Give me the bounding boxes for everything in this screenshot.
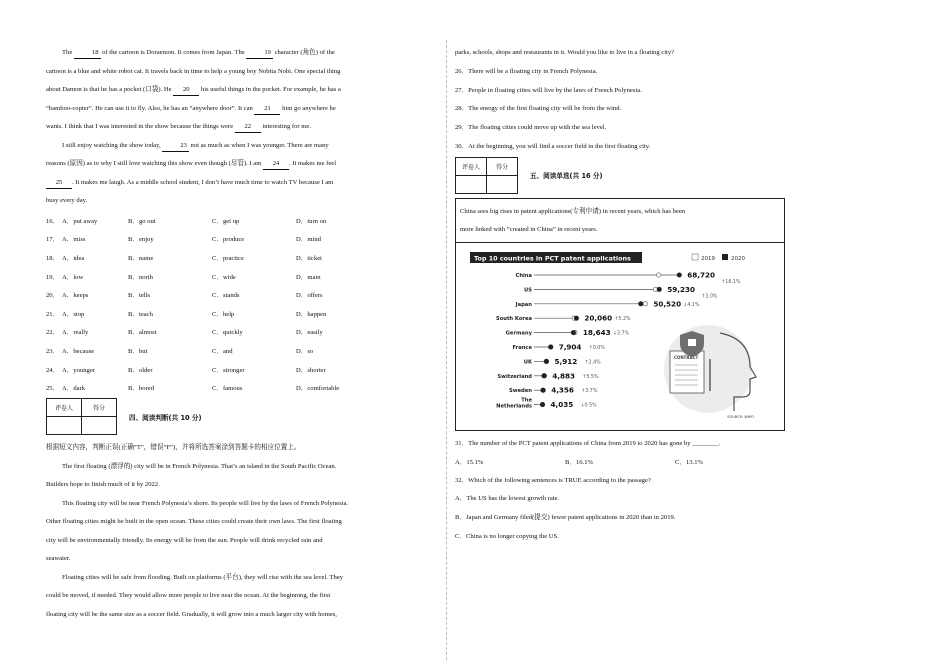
cloze-options (46, 211, 436, 397)
option-row (46, 303, 436, 322)
value-label: 68,720 (687, 270, 716, 280)
dot-2020 (548, 344, 553, 349)
change-label: ↑3.0% (701, 294, 718, 300)
tf-question: 29．The floating cities could move up with the sea level. (455, 124, 607, 132)
blank-number: 18 (74, 48, 101, 59)
option-b[interactable]: B．north (128, 273, 153, 281)
intro-line: more linked with “created in China” in recent years. (460, 226, 598, 234)
grader-cell[interactable] (47, 417, 82, 435)
option-d[interactable]: D．shorter (296, 366, 326, 374)
grader-label: 评卷人 (456, 157, 487, 175)
intro-line: China sees big rises in patent applications(专利申请) in recent years, which has been (460, 207, 686, 215)
dot-2020 (542, 373, 547, 378)
option-row (46, 229, 436, 248)
blank-number: 24 (263, 159, 289, 170)
reading-line: Builders hope to finish much of it by 2022. (46, 481, 160, 489)
blank-number: 19 (246, 48, 273, 59)
country-label: South Korea (495, 315, 532, 322)
option-row (46, 285, 436, 304)
passage-line (46, 81, 436, 100)
option-a[interactable]: A．idea (62, 254, 85, 262)
option-b[interactable]: B．almost (128, 329, 157, 337)
option-d[interactable]: D．happen (296, 310, 327, 318)
section4-title: 四、阅读判断(共 10 分) (129, 413, 202, 422)
option-c[interactable]: C．famous (212, 385, 243, 393)
option-row (46, 248, 436, 267)
score-cell[interactable] (82, 417, 117, 435)
value-label: 4,883 (552, 371, 576, 381)
change-label: ↓0.5% (580, 403, 597, 409)
value-label: 4,035 (550, 399, 574, 409)
legend-2020-label: 2020 (731, 255, 745, 262)
question-number: 16． (46, 217, 60, 225)
passage-text: not as much as when I was younger. There are many (188, 141, 329, 149)
option-d[interactable]: D．main (296, 273, 321, 281)
grader-cell[interactable] (456, 175, 487, 193)
right-column (455, 44, 785, 547)
dot-2020 (544, 359, 549, 364)
chart-row (506, 328, 630, 337)
option-c[interactable]: C．stronger (212, 366, 245, 374)
q32-option-b[interactable]: B．Japan and Germany filed(提交) fewer patent applications in 2020 than in 2019. (455, 514, 676, 522)
passage-text: “bamboo-copter”. He can use it to fly. Also, he has an “anywhere door”. It can (46, 104, 255, 112)
section5-header (455, 157, 785, 194)
option-b[interactable]: B．go out (128, 217, 156, 225)
option-b[interactable]: B．name (128, 254, 154, 262)
reading-line: This floating city will be near French Polynesia’s shore. Its people will live by the laws of French Polynesia. (62, 499, 349, 507)
country-label: Sweden (509, 387, 532, 394)
tf-question: 26．There will be a floating city in French Polynesia. (455, 67, 598, 75)
passage-line (46, 137, 436, 156)
option-c[interactable]: C．stands (212, 292, 240, 300)
q31-option-a[interactable]: A．15.1% (455, 458, 484, 466)
passage-text: The (62, 49, 74, 56)
option-c[interactable]: C．and (212, 347, 233, 355)
q32-option-c[interactable]: C．China is no longer copying the US. (455, 532, 559, 540)
option-a[interactable]: A．younger (62, 366, 95, 374)
option-a[interactable]: A．low (62, 273, 84, 281)
change-label: ↑5.5% (582, 374, 599, 380)
option-a[interactable]: A．put away (62, 217, 98, 225)
cloze-passage (46, 44, 436, 137)
value-label: 20,060 (584, 313, 613, 323)
reading-line: floating city will be the same size as a soccer field. Gradually, it will grow into a much larger city with homes, (46, 610, 337, 618)
passage-text: of the cartoon is Doraemon. It comes from Japan. The (100, 49, 247, 56)
option-d[interactable]: D．ticket (296, 254, 323, 262)
dot-2020 (677, 272, 682, 277)
contract-illustration-icon (664, 325, 756, 413)
value-label: 50,520 (653, 299, 682, 309)
option-b[interactable]: B．enjoy (128, 236, 154, 244)
reading-line: Other floating cities might be built in the open ocean. These cities could create their own laws. The first floating (46, 518, 342, 526)
q31-option-c[interactable]: C．13.1% (675, 458, 704, 466)
country-label: France (512, 344, 532, 351)
question-number: 25． (46, 385, 60, 393)
dot-2020 (638, 301, 643, 306)
left-column (46, 44, 436, 624)
score-label: 得分 (82, 399, 117, 417)
section4-instruction: 根据短文内容，判断正误(正确“T”，错误“F”)，并将所选答案涂到答题卡的相应位置上。 (46, 444, 301, 452)
dot-2020 (571, 330, 576, 335)
chart-source: SOURCE: WIPO (727, 414, 754, 419)
passage-line (46, 44, 436, 63)
passage-line (46, 118, 436, 137)
passage-line (46, 174, 436, 193)
passage-line (46, 63, 436, 82)
option-b[interactable]: B．tells (128, 292, 150, 300)
chart-row (524, 285, 718, 300)
option-row (46, 378, 436, 397)
chart-row (496, 313, 631, 322)
blank-number: 22 (235, 122, 261, 133)
contract-label: CONTRACT (674, 354, 699, 360)
option-b[interactable]: B．but (128, 347, 148, 355)
option-a[interactable]: A．keeps (62, 292, 89, 300)
score-box (46, 398, 117, 435)
chart-intro (456, 199, 784, 243)
blank-number: 23 (162, 141, 189, 152)
legend-2020-swatch (722, 254, 728, 260)
value-label: 5,912 (554, 356, 578, 366)
question-32: 32．Which of the following sentences is TRUE according to the passage? (455, 476, 651, 484)
q31-options (455, 454, 785, 472)
option-d[interactable]: D．offers (296, 292, 323, 300)
passage-text: I still enjoy watching the show today, (62, 141, 163, 149)
option-c[interactable]: C．wide (212, 273, 236, 281)
passage-text: cartoon is a blue and white robot cat. It travels back in time to help a young boy Nobita Nobi. One special thing (46, 67, 341, 75)
q32-option-a[interactable]: A．The US has the lowest growth rate. (455, 495, 560, 503)
country-label: Switzerland (497, 373, 532, 380)
country-label: China (515, 272, 532, 279)
value-label: 7,904 (558, 342, 582, 352)
passage-continuation: parks, schools, shops and restaurants in it. Would you like to live in a floating city? (455, 49, 675, 56)
dot-2020 (540, 402, 545, 407)
section4-header (46, 398, 436, 435)
option-c[interactable]: C．get up (212, 217, 240, 225)
reading-box (455, 198, 785, 431)
dot-2019 (643, 301, 647, 305)
passage-text: reasons (原因) as to why I still love watching this show even though (尽管). I am (46, 160, 264, 167)
option-row (46, 322, 436, 341)
option-row (46, 359, 436, 378)
score-cell[interactable] (487, 175, 518, 193)
option-d[interactable]: D．turn on (296, 217, 327, 225)
reading-passage (46, 458, 436, 625)
tf-question: 27．People in floating cities will live by the laws of French Polynesia. (455, 86, 642, 94)
option-d[interactable]: D．comfortable (296, 385, 340, 393)
value-label: 4,356 (551, 385, 574, 395)
option-a[interactable]: A．dark (62, 385, 86, 393)
question-number: 24． (46, 366, 60, 374)
option-d[interactable]: D．mind (296, 236, 321, 244)
column-divider (446, 40, 447, 660)
cloze-passage-2 (46, 137, 436, 211)
option-c[interactable]: C．produce (212, 236, 245, 244)
option-d[interactable]: D．so (296, 347, 314, 355)
passage-text: his useful things in the pocket. For example, he has a (199, 86, 341, 93)
q31-option-b[interactable]: B．16.1% (565, 458, 594, 466)
reading-line: The first floating (漂浮的) city will be in French Polynesia. That’s an island in the South Pacific Ocean. (62, 462, 337, 470)
option-row (46, 341, 436, 360)
chart-row (516, 270, 741, 285)
change-label: ↓4.1% (683, 302, 700, 308)
dot-2020 (541, 387, 546, 392)
country-label: Netherlands (496, 403, 532, 410)
blank-number: 20 (173, 85, 199, 96)
option-c[interactable]: C．help (212, 310, 235, 318)
reading-line: seawater. (46, 555, 71, 563)
option-a[interactable]: A．really (62, 329, 89, 337)
passage-line (46, 192, 436, 211)
option-a[interactable]: A．miss (62, 236, 86, 244)
dot-2020 (574, 315, 579, 320)
option-a[interactable]: A．stop (62, 310, 85, 318)
question-number: 23． (46, 347, 60, 355)
question-number: 18． (46, 254, 60, 262)
passage-text: interesting for me. (260, 123, 311, 130)
option-c[interactable]: C．quickly (212, 329, 243, 337)
grader-label: 评卷人 (47, 399, 82, 417)
option-row (46, 211, 436, 230)
passage-line (46, 155, 436, 174)
chart-row (497, 371, 599, 380)
reading-line: Floating cities will be safe from flooding. Built on platforms (平台), they will rise with the sea level. They (62, 573, 343, 581)
country-label: The (521, 397, 532, 404)
blank-number: 21 (254, 104, 280, 115)
reading-line: city will be environmentally friendly. Its energy will be from the sun. People will drink recycled rain and (46, 536, 323, 544)
lock-icon (688, 339, 696, 346)
country-label: US (524, 287, 532, 294)
value-label: 59,230 (667, 284, 695, 294)
option-d[interactable]: D．easily (296, 329, 323, 337)
passage-text: . It makes me feel (289, 160, 337, 167)
dot-2019 (657, 273, 661, 277)
chart-title: Top 10 countries in PCT patent applications (474, 254, 631, 263)
country-label: Japan (515, 301, 532, 308)
blank-number: 25 (46, 178, 72, 189)
chart-container (456, 243, 784, 430)
passage-line (46, 100, 436, 119)
chart-row (509, 385, 598, 394)
question-number: 20． (46, 292, 60, 300)
option-a[interactable]: A．because (62, 347, 95, 355)
legend-2019-label: 2019 (701, 255, 715, 262)
passage-text: him go anywhere he (280, 104, 336, 112)
chart-row (512, 342, 605, 351)
change-label: ↑0.0% (588, 345, 605, 351)
passage-text: . It makes me laugh. As a middle school student, I don’t have much time to watch TV because I am (72, 178, 334, 186)
option-row (46, 266, 436, 285)
passage-text: busy every day. (46, 197, 88, 204)
tf-question: 28．The energy of the first floating city will be from the wind. (455, 105, 622, 113)
change-label: ↑5.2% (614, 316, 631, 322)
question-number: 22． (46, 329, 60, 337)
change-label: ↑16.1% (721, 279, 741, 285)
question-number: 17． (46, 236, 60, 244)
change-label: ↑3.7% (581, 388, 598, 394)
change-label: ↑2.4% (584, 360, 601, 366)
dot-2020 (657, 287, 662, 292)
country-label: UK (523, 359, 532, 366)
score-label: 得分 (487, 157, 518, 175)
country-label: Germany (505, 330, 532, 337)
legend-2019-swatch (692, 254, 698, 260)
question-31: 31．The number of the PCT patent applications of China from 2019 to 2020 has gone by ________. (455, 439, 721, 447)
true-false-questions (455, 63, 785, 157)
value-label: 18,643 (582, 327, 611, 337)
option-b[interactable]: B．bored (128, 385, 155, 393)
option-b[interactable]: B．older (128, 366, 153, 374)
chart-row (515, 299, 700, 308)
score-box (455, 157, 518, 194)
section5-title: 五、阅读单选(共 16 分) (530, 172, 603, 181)
question-number: 21． (46, 310, 60, 318)
chart-row (524, 357, 601, 366)
passage-text: about Damon is that he has a pocket (口袋). He (46, 86, 174, 93)
passage-text: wants. I think that I was interested in the show because the things were (46, 123, 235, 130)
chart-row (496, 397, 597, 409)
passage-text: character (角色) of the (272, 49, 335, 56)
reading-line: could be moved, if needed. They would allow more people to live near the ocean. At the beginning, the first (46, 592, 331, 600)
question-number: 19． (46, 273, 60, 281)
option-c[interactable]: C．practice (212, 254, 244, 262)
tf-question: 30．At the beginning, you will find a soccer field in the first floating city. (455, 142, 651, 150)
pct-chart (470, 251, 770, 421)
change-label: ↓3.7% (612, 331, 630, 337)
option-b[interactable]: B．teach (128, 310, 153, 318)
